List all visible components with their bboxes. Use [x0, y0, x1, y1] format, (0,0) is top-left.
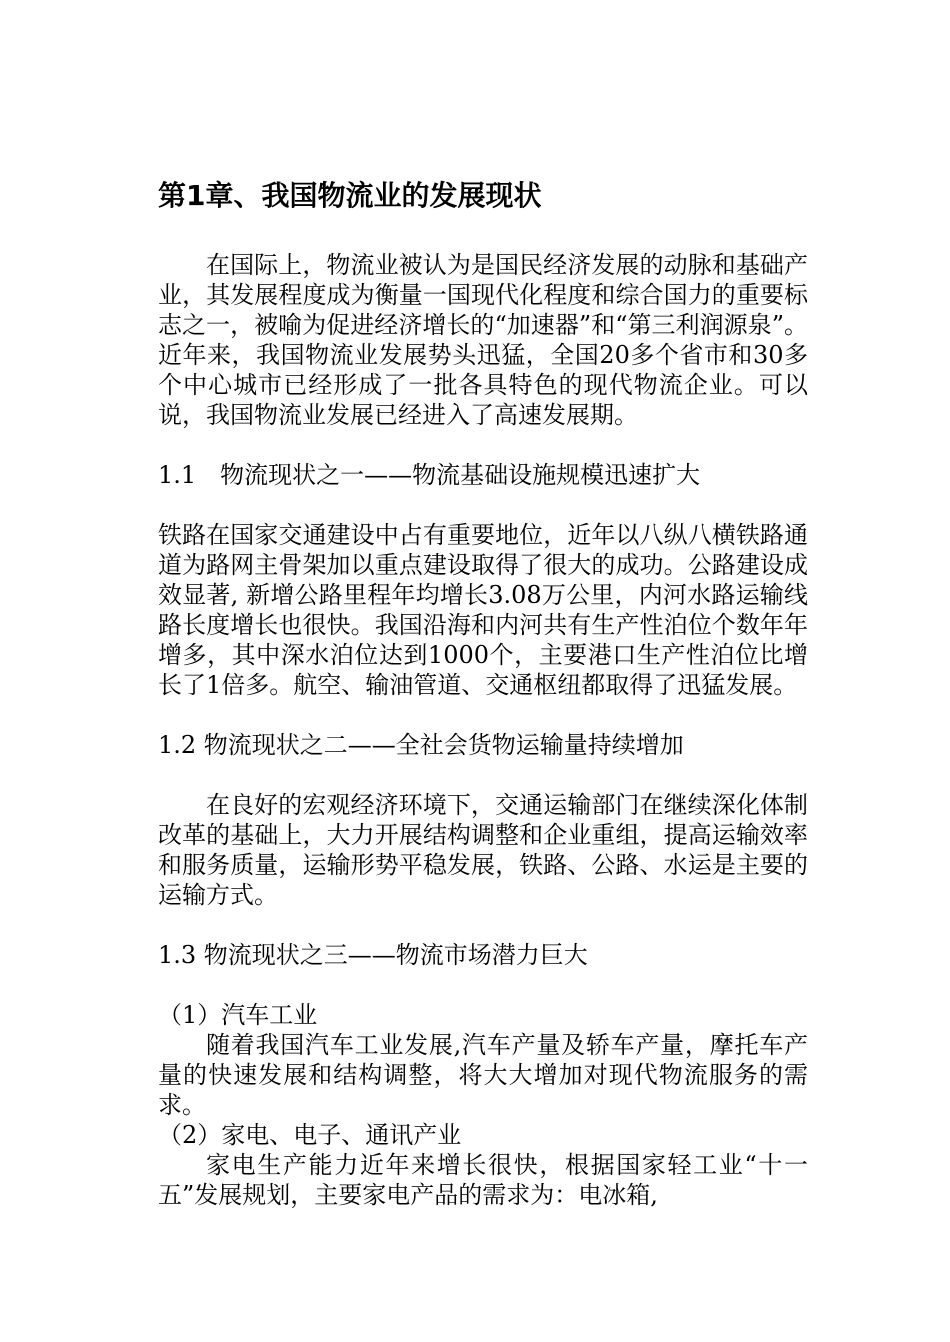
sub-body-electronics-industry: 家电生产能力近年来增长很快，根据国家轻工业“十一五”发展规划，主要家电产品的需求为：电冰箱,: [158, 1151, 808, 1209]
sub-heading-auto-industry: （1）汽车工业: [158, 1001, 318, 1029]
chapter-intro-paragraph: 在国际上，物流业被认为是国民经济发展的动脉和基础产业，其发展程度成为衡量一国现代化程度和综合国力的重要标志之一，被喻为促进经济增长的“加速器”和“第三利润源泉”。近年来，我国物流业发展势头迅猛，全国20多个省市和30多个中心城市已经形成了一批各具特色的现代物流企业。可以说，我国物流业发展已经进入了高速发展期。: [158, 251, 808, 429]
section-heading-1-2: 1.2 物流现状之二——全社会货物运输量持续增加: [158, 731, 684, 759]
sub-heading-electronics-industry: （2）家电、电子、通讯产业: [158, 1121, 462, 1149]
section-heading-1-3: 1.3 物流现状之三——物流市场潜力巨大: [158, 941, 588, 969]
section-body-1-2: 在良好的宏观经济环境下，交通运输部门在继续深化体制改革的基础上，大力开展结构调整和企业重组，提高运输效率和服务质量，运输形势平稳发展，铁路、公路、水运是主要的运输方式。: [158, 791, 808, 909]
section-heading-1-1: 1.1 物流现状之一——物流基础设施规模迅速扩大: [158, 461, 701, 489]
document-page: [158, 176, 808, 1210]
section-body-1-1: 铁路在国家交通建设中占有重要地位，近年以八纵八横铁路通道为路网主骨架加以重点建设取得了很大的成功。公路建设成效显著, 新增公路里程年均增长3.08万公里，内河水路运输线路长度增长也很快。我国沿海和内河共有生产性泊位个数年年增多，其中深水泊位达到1000个，主要港口生产性泊位比增长了1倍多。航空、输油管道、交通枢纽都取得了迅猛发展。: [158, 521, 808, 699]
sub-body-auto-industry: 随着我国汽车工业发展,汽车产量及轿车产量，摩托车产量的快速发展和结构调整，将大大增加对现代物流服务的需求。: [158, 1031, 808, 1119]
chapter-title: 第1章、我国物流业的发展现状: [158, 179, 542, 212]
